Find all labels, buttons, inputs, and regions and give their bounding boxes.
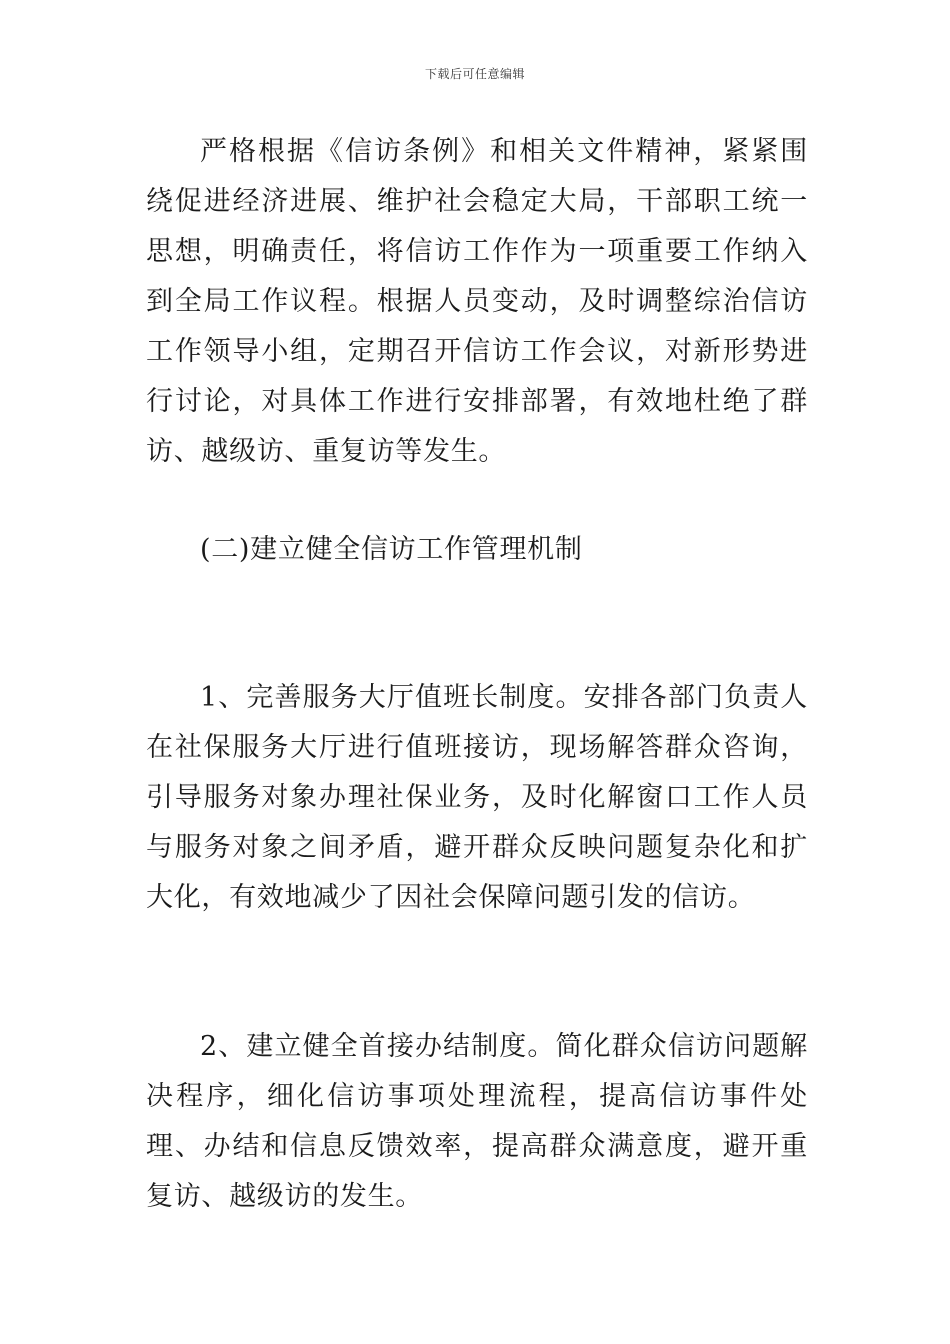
page-header-note: 下载后可任意编辑 [424, 67, 525, 81]
section-heading: (二)建立健全信访工作管理机制 [200, 534, 583, 565]
body-paragraph-2: 1、完善服务大厅值班长制度。安排各部门负责人在社保服务大厅进行值班接访，现场解答群众咨询，引导服务对象办理社保业务，及时化解窗口工作人员与服务对象之间矛盾，避开群众反映问题复杂化和扩大化，有效地减少了因社会保障问题引发的信访。 [146, 682, 808, 913]
body-paragraph-3: 2、建立健全首接办结制度。简化群众信访问题解决程序，细化信访事项处理流程，提高信访事件处理、办结和信息反馈效率，提高群众满意度，避开重复访、越级访的发生。 [146, 1031, 808, 1212]
body-paragraph-1: 严格根据《信访条例》和相关文件精神，紧紧围绕促进经济进展、维护社会稳定大局，干部职工统一思想，明确责任，将信访工作作为一项重要工作纳入到全局工作议程。根据人员变动，及时调整综治信访工作领导小组，定期召开信访工作会议，对新形势进行讨论，对具体工作进行安排部署，有效地杜绝了群访、越级访、重复访等发生。 [146, 136, 808, 467]
